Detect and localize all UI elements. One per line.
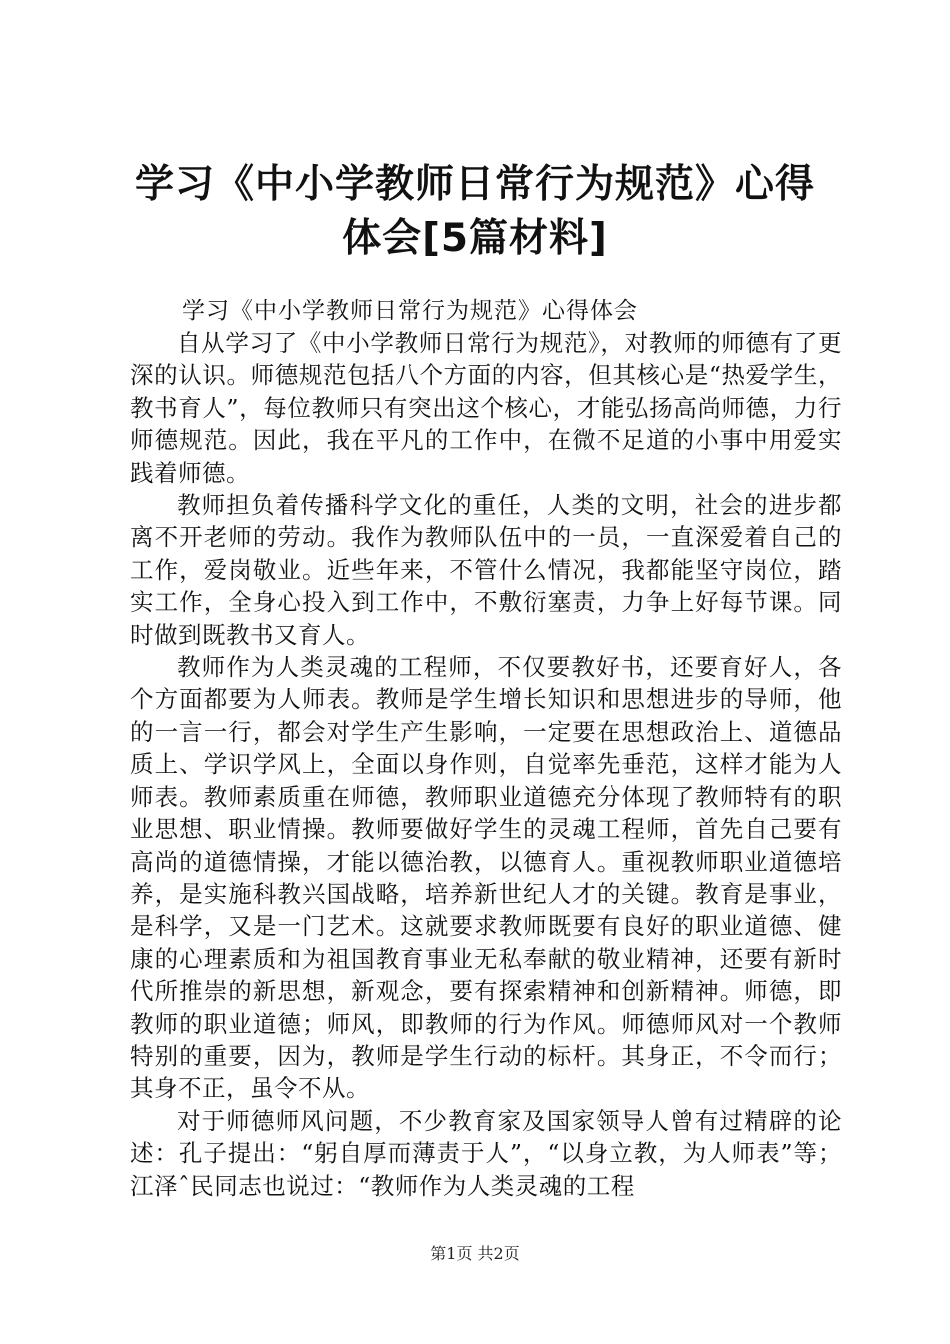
paragraph: 教师担负着传播科学文化的重任，人类的文明，社会的进步都离不开老师的劳动。我作为教师队伍中的一员，一直深爱着自己的工作，爱岗敬业。近些年来，不管什么情况，我都能坚守岗位，踏实工作，全身心投入到工作中，不敷衍塞责，力争上好每节课。同时做到既教书又育人。	[130, 491, 842, 649]
paragraph: 自从学习了《中小学教师日常行为规范》，对教师的师德有了更深的认识。师德规范包括八个方面的内容，但其核心是“热爱学生，教书育人”，每位教师只有突出这个核心，才能弘扬高尚师德，力行师德规范。因此，我在平凡的工作中，在微不足道的小事中用爱实践着师德。	[130, 329, 842, 487]
paragraph: 对于师德师风问题，不少教育家及国家领导人曾有过精辟的论述：孔子提出：“躬自厚而薄责于人”，“以身立教，为人师表”等；江泽ˆ民同志也说过：“教师作为人类灵魂的工程	[130, 1106, 842, 1200]
page-number: 第1页 共2页	[430, 1244, 520, 1263]
document-title: 学习《中小学教师日常行为规范》心得体会[5篇材料]	[134, 162, 815, 261]
page-footer	[0, 1244, 950, 1264]
paragraph: 教师作为人类灵魂的工程师，不仅要教好书，还要育好人，各个方面都要为人师表。教师是学生增长知识和思想进步的导师，他的一言一行，都会对学生产生影响，一定要在思想政治上、道德品质上、学识学风上，全面以身作则，自觉率先垂范，这样才能为人师表。教师素质重在师德，教师职业道德充分体现了教师特有的职业思想、职业情操。教师要做好学生的灵魂工程师，首先自己要有高尚的道德情操，才能以德治教，以德育人。重视教师职业道德培养，是实施科教兴国战略，培养新世纪人才的关键。教育是事业，是科学，又是一门艺术。这就要求教师既要有良好的职业道德、健康的心理素质和为祖国教育事业无私奉献的敬业精神，还要有新时代所推崇的新思想，新观念，要有探索精神和创新精神。师德，即教师的职业道德；师风，即教师的行为作风。师德师风对一个教师特别的重要，因为，教师是学生行动的标杆。其身正，不令而行；其身不正，虽令不从。	[130, 653, 842, 1103]
document-body	[130, 296, 842, 1202]
section-subtitle: 学习《中小学教师日常行为规范》心得体会	[182, 298, 638, 324]
